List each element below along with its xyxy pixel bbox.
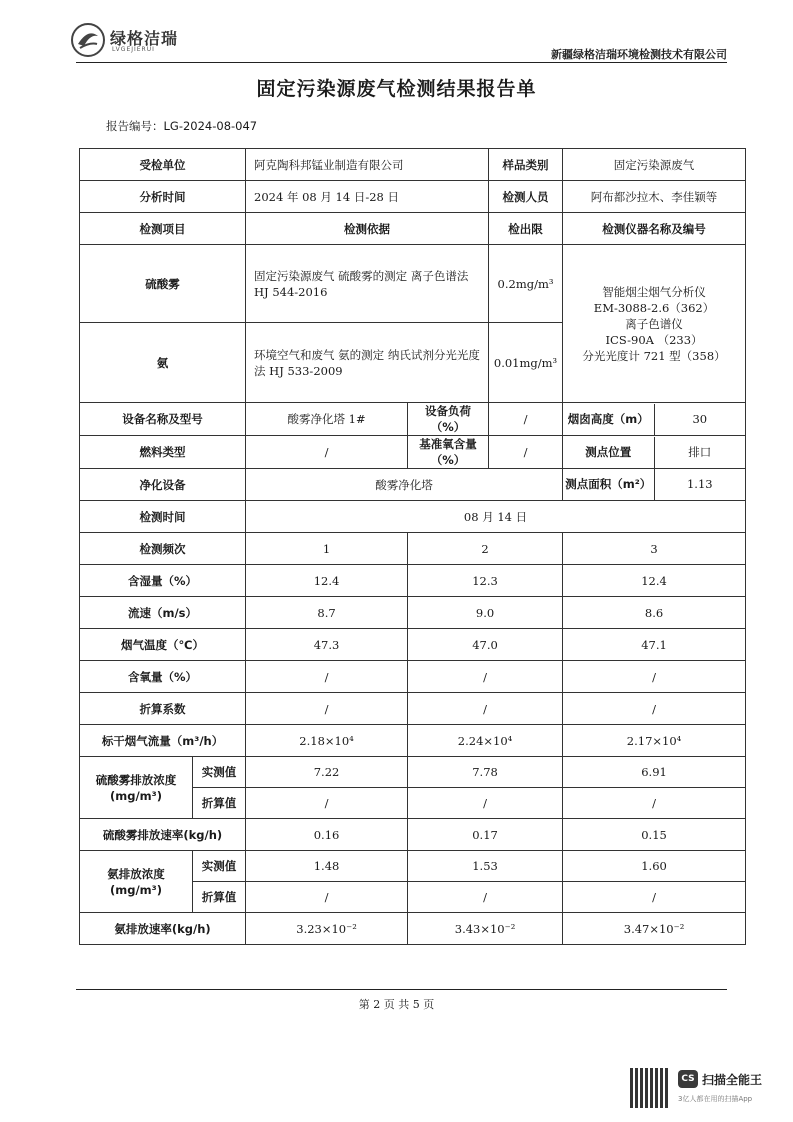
cell-item-basis: 固定污染源废气 硫酸雾的测定 离子色谱法 HJ 544-2016 xyxy=(246,245,489,323)
table-row xyxy=(80,851,746,882)
cell-label: 检测人员 xyxy=(489,181,563,213)
cell-value: / xyxy=(489,403,563,436)
footer-divider xyxy=(76,989,727,990)
cell-value: 8.6 xyxy=(563,597,746,629)
cell-label: 检测项目 xyxy=(80,213,246,245)
cell-group-label: 硫酸雾排放浓度(mg/m³) xyxy=(80,757,193,819)
cell-value: 47.1 xyxy=(563,629,746,661)
instrument-line: 智能烟尘烟气分析仪 xyxy=(602,284,706,299)
cell-label: 硫酸雾排放速率(kg/h) xyxy=(80,819,246,851)
cell-label: 净化设备 xyxy=(80,469,246,501)
cell-label: 检测时间 xyxy=(80,501,246,533)
table-row xyxy=(80,725,746,757)
cell-freq: 1 xyxy=(246,533,408,565)
cell-value: / xyxy=(408,693,563,725)
cell-value: 9.0 xyxy=(408,597,563,629)
table-row xyxy=(80,913,746,945)
cell-split xyxy=(563,436,746,469)
cell-sublabel: 折算值 xyxy=(193,788,246,819)
table-row xyxy=(80,819,746,851)
table-row xyxy=(80,597,746,629)
cell-item-name: 硫酸雾 xyxy=(80,245,246,323)
instrument-line: 分光光度计 721 型（358） xyxy=(582,348,726,363)
results-table xyxy=(79,148,746,945)
cell-label: 标干烟气流量（m³/h） xyxy=(80,725,246,757)
cell-split xyxy=(563,469,746,501)
instrument-line: ICS-90A （233） xyxy=(605,332,703,347)
instrument-line: EM-3088-2.6（362） xyxy=(593,300,715,315)
report-title: 固定污染源废气检测结果报告单 xyxy=(256,78,537,100)
cell-value: 酸雾净化塔 xyxy=(246,469,563,501)
cell-value: 08 月 14 日 xyxy=(246,501,746,533)
cell-value: 0.17 xyxy=(408,819,563,851)
cell-label: 测点面积（m²） xyxy=(563,469,655,500)
cell-value: 酸雾净化塔 1# xyxy=(246,403,408,436)
cell-label: 烟囱高度（m） xyxy=(563,404,655,435)
cell-sublabel: 折算值 xyxy=(193,882,246,913)
cell-sublabel: 实测值 xyxy=(193,757,246,788)
camscanner-icon: CS xyxy=(678,1070,698,1088)
cell-item-limit: 0.2mg/m³ xyxy=(489,245,563,323)
cell-value: / xyxy=(246,436,408,469)
cell-value: 7.22 xyxy=(246,757,408,788)
table-row xyxy=(80,436,746,469)
cell-value: / xyxy=(563,788,746,819)
cell-value: 12.3 xyxy=(408,565,563,597)
cell-freq: 2 xyxy=(408,533,563,565)
company-logo xyxy=(70,22,200,62)
cell-value: / xyxy=(246,661,408,693)
cell-value: / xyxy=(563,693,746,725)
cell-split xyxy=(563,403,746,436)
cell-value: 2024 年 08 月 14 日-28 日 xyxy=(246,181,489,213)
table-row xyxy=(80,403,746,436)
cell-value: 2.18×10⁴ xyxy=(246,725,408,757)
scanner-tagline: 3亿人都在用的扫描App xyxy=(678,1095,753,1103)
cell-freq: 3 xyxy=(563,533,746,565)
cell-value: 30 xyxy=(692,411,708,426)
cell-value: 7.78 xyxy=(408,757,563,788)
cell-value: / xyxy=(408,788,563,819)
cell-instruments xyxy=(563,245,746,403)
report-number: 报告编号：LG-2024-08-047 xyxy=(106,119,258,133)
cell-value: 1.13 xyxy=(686,477,713,491)
cell-value: / xyxy=(408,661,563,693)
table-row xyxy=(80,501,746,533)
cell-value: 排口 xyxy=(688,444,712,459)
scanner-app-name: 扫描全能王 xyxy=(702,1073,763,1087)
table-row xyxy=(80,213,746,245)
cell-group-label: 氨排放浓度(mg/m³) xyxy=(80,851,193,913)
logo-english-text: LVGEJIERUI xyxy=(112,46,155,53)
cell-label: 检测频次 xyxy=(80,533,246,565)
cell-value: 47.0 xyxy=(408,629,563,661)
table-row xyxy=(80,629,746,661)
cell-value: 固定污染源废气 xyxy=(563,149,746,181)
table-row xyxy=(80,149,746,181)
cell-value: 0.15 xyxy=(563,819,746,851)
cell-label: 受检单位 xyxy=(80,149,246,181)
table-row xyxy=(80,565,746,597)
cell-item-limit: 0.01mg/m³ xyxy=(489,323,563,403)
cell-value: 阿克陶科邦锰业制造有限公司 xyxy=(246,149,489,181)
table-row xyxy=(80,757,746,788)
cell-value: 12.4 xyxy=(563,565,746,597)
cell-value: / xyxy=(489,436,563,469)
cell-label: 检测仪器名称及编号 xyxy=(563,213,746,245)
header-divider xyxy=(76,62,727,63)
cell-label: 烟气温度（℃） xyxy=(80,629,246,661)
instrument-line: 离子色谱仪 xyxy=(625,316,683,331)
cell-label: 氨排放速率(kg/h) xyxy=(80,913,246,945)
cell-item-basis: 环境空气和废气 氨的测定 纳氏试剂分光光度法 HJ 533-2009 xyxy=(246,323,489,403)
cell-value: / xyxy=(408,882,563,913)
table-row xyxy=(80,181,746,213)
logo-swirl-icon xyxy=(70,22,106,58)
cell-value: / xyxy=(563,882,746,913)
cell-value: 2.24×10⁴ xyxy=(408,725,563,757)
cell-value: 6.91 xyxy=(563,757,746,788)
table-row xyxy=(80,245,746,323)
cell-value: 47.3 xyxy=(246,629,408,661)
cell-value: 12.4 xyxy=(246,565,408,597)
cell-value: / xyxy=(246,693,408,725)
cell-label: 折算系数 xyxy=(80,693,246,725)
scanner-watermark xyxy=(630,1068,780,1112)
cell-label: 含湿量（%） xyxy=(80,565,246,597)
cell-value: 0.16 xyxy=(246,819,408,851)
cell-label: 检出限 xyxy=(489,213,563,245)
table-row xyxy=(80,533,746,565)
page-number: 第 2 页 共 5 页 xyxy=(358,998,435,1011)
cell-value: 8.7 xyxy=(246,597,408,629)
company-name: 新疆绿格洁瑞环境检测技术有限公司 xyxy=(551,48,727,61)
logo-chinese-text: 绿格洁瑞 xyxy=(110,29,179,48)
cell-value: 1.60 xyxy=(563,851,746,882)
cell-label: 含氧量（%） xyxy=(80,661,246,693)
cell-value: / xyxy=(246,788,408,819)
cell-label: 基准氧含量（%） xyxy=(408,436,489,469)
table-row xyxy=(80,661,746,693)
cell-item-name: 氨 xyxy=(80,323,246,403)
cell-value: 3.23×10⁻² xyxy=(246,913,408,945)
qr-code-icon xyxy=(630,1068,670,1108)
cell-value: 1.53 xyxy=(408,851,563,882)
cell-value: 1.48 xyxy=(246,851,408,882)
cell-label: 设备负荷（%） xyxy=(408,403,489,436)
cell-label: 燃料类型 xyxy=(80,436,246,469)
cell-label: 设备名称及型号 xyxy=(80,403,246,436)
cell-value: 2.17×10⁴ xyxy=(563,725,746,757)
cell-label: 流速（m/s） xyxy=(80,597,246,629)
cell-value: / xyxy=(246,882,408,913)
cell-label: 样品类别 xyxy=(489,149,563,181)
table-row xyxy=(80,469,746,501)
cell-label: 分析时间 xyxy=(80,181,246,213)
cell-label: 检测依据 xyxy=(246,213,489,245)
cell-sublabel: 实测值 xyxy=(193,851,246,882)
cell-value: / xyxy=(563,661,746,693)
cell-value: 3.47×10⁻² xyxy=(563,913,746,945)
table-row xyxy=(80,693,746,725)
cell-value: 3.43×10⁻² xyxy=(408,913,563,945)
cell-label: 测点位置 xyxy=(563,437,655,468)
cell-value: 阿布都沙拉木、李佳颖等 xyxy=(563,181,746,213)
